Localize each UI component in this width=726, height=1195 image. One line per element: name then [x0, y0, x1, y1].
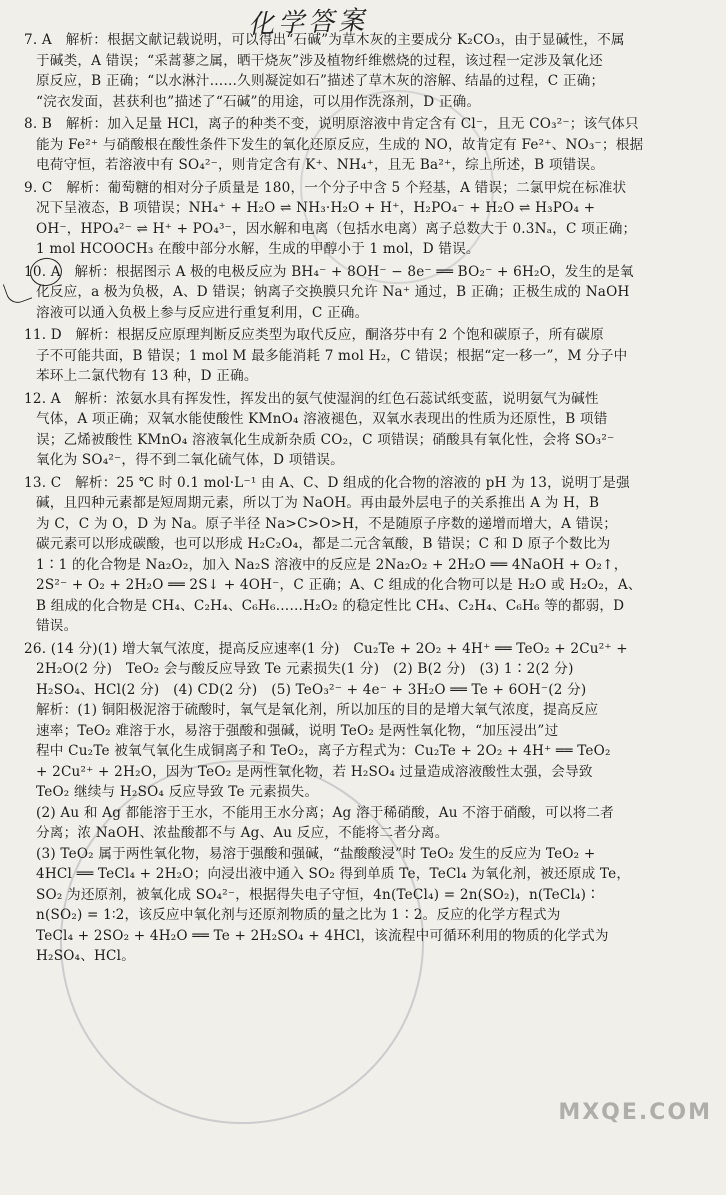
answer-line: 原反应，B 正确；“以水淋汁……久则凝淀如石”描述了草木灰的溶解、结晶的过程，C 正确； — [36, 73, 605, 89]
answer-line: 能为 Fe²⁺ 与硝酸根在酸性条件下发生的氧化还原反应，生成的 NO，故肯定有 Fe²⁺、NO₃⁻；根据 — [36, 136, 644, 153]
answer-line: + 2Cu²⁺ + 2H₂O，因为 TeO₂ 是两性氧化物，若 H₂SO₄ 过量造成溶液酸性太强，会导致 — [36, 763, 593, 780]
answer-line: 2H₂O(2 分) TeO₂ 会与酸反应导致 Te 元素损失(1 分) (2) B(2 分) (3) 1∶2(2 分) — [36, 661, 574, 677]
answer-line: 1 mol HCOOCH₃ 在酸中部分水解，生成的甲醇小于 1 mol，D 错误。 — [36, 241, 480, 257]
answer-line: TeCl₄ + 2SO₂ + 4H₂O ══ Te + 2H₂SO₄ + 4HCl，该流程中可循环利用的物质的化学式为 — [36, 927, 609, 944]
answer-item — [24, 262, 704, 324]
answer-line: 解析：(1) 铜阳极泥溶于硫酸时，氧气是氧化剂，所以加压的目的是增大氧气浓度，提高反应 — [36, 702, 599, 718]
answer-line: 误；乙烯被酸性 KMnO₄ 溶液氧化生成新杂质 CO₂，C 项错误；硝酸具有氧化性，会将 SO₃²⁻ — [36, 431, 615, 448]
answer-line: OH⁻，HPO₄²⁻ ⇌ H⁺ + PO₄³⁻，因水解和电离（包括水电离）离子总数大于 0.3Nₐ，C 项正确； — [36, 220, 637, 237]
answer-line: 26. (14 分)(1) 增大氧气浓度，提高反应速率(1 分) Cu₂Te + 2O₂ + 4H⁺ ══ TeO₂ + 2Cu²⁺ + — [24, 640, 628, 657]
answer-line: 电荷守恒，若溶液中有 SO₄²⁻，则肯定含有 K⁺、NH₄⁺，且无 Ba²⁺，综上所述，B 项错误。 — [36, 157, 605, 173]
answer-line: 化反应，a 极为负极，A、D 错误；钠离子交换膜只允许 Na⁺ 通过，B 正确；正极生成的 NaOH — [36, 284, 630, 300]
answer-item — [24, 30, 704, 112]
answer-line: 分离；浓 NaOH、浓盐酸都不与 Ag、Au 反应，不能将二者分离。 — [36, 825, 449, 841]
site-watermark: MXQE.COM — [558, 1100, 712, 1125]
answer-line: 苯环上二氯代物有 13 种，D 正确。 — [36, 368, 258, 384]
answer-line: 况下呈液态，B 项错误；NH₄⁺ + H₂O ⇌ NH₃·H₂O + H⁺，H₂PO₄⁻ + H₂O ⇌ H₃PO₄ + — [36, 200, 596, 216]
answer-line: 8. B 解析：加入足量 HCl，离子的种类不变，说明原溶液中肯定含有 Cl⁻，且无 CO₃²⁻；该气体只 — [24, 116, 639, 132]
answer-line: 10. A 解析：根据图示 A 极的电极反应为 BH₄⁻ + 8OH⁻ − 8e⁻ ══ BO₂⁻ + 6H₂O，发生的是氧 — [24, 263, 634, 280]
answer-item — [24, 639, 704, 967]
answer-content — [24, 30, 704, 969]
answer-line: TeO₂ 继续与 H₂SO₄ 反应导致 Te 元素损失。 — [36, 784, 319, 800]
answer-line: 碳元素可以形成碳酸，也可以形成 H₂C₂O₄，都是二元含氧酸，B 错误；C 和 D 原子个数比为 — [36, 536, 611, 552]
handwritten-title: 化学答案 — [247, 5, 369, 41]
answer-item — [24, 114, 704, 176]
answer-line: 氧化为 SO₄²⁻，得不到二氧化硫气体，D 项错误。 — [36, 452, 344, 468]
answer-line: 气体，A 项正确；双氧水能使酸性 KMnO₄ 溶液褪色，双氧水表现出的性质为还原性，B 项错 — [36, 411, 608, 427]
answer-line: (3) TeO₂ 属于两性氧化物，易溶于强酸和强碱，“盐酸酸浸”时 TeO₂ 发生的反应为 TeO₂ + — [36, 845, 596, 862]
answer-line: H₂SO₄、HCl(2 分) (4) CD(2 分) (5) TeO₃²⁻ + 4e⁻ + 3H₂O ══ Te + 6OH⁻(2 分) — [36, 681, 587, 698]
answer-line: H₂SO₄、HCl。 — [36, 948, 136, 964]
answer-item — [24, 325, 704, 387]
answer-line: n(SO₂) = 1∶2，该反应中氧化剂与还原剂物质的量之比为 1∶2。反应的化学方程式为 — [36, 907, 561, 923]
answer-line: 4HCl ══ TeCl₄ + 2H₂O；向浸出液中通入 SO₂ 得到单质 Te，TeCl₄ 为氧化剂，被还原成 Te， — [36, 866, 631, 882]
answer-item — [24, 178, 704, 260]
answer-line: 2S²⁻ + O₂ + 2H₂O ══ 2S↓ + 4OH⁻，C 正确；A、C 组成的化合物可以是 H₂O 或 H₂O₂，A、 — [36, 577, 642, 593]
answer-line: 为 C，C 为 O，D 为 Na。原子半径 Na>C>O>H，不是随原子序数的递增而增大，A 错误； — [36, 515, 618, 532]
answer-item — [24, 473, 704, 637]
answer-line: 13. C 解析：25 ℃ 时 0.1 mol·L⁻¹ 由 A、C、D 组成的化合物的溶液的 pH 为 13，说明丁是强 — [24, 474, 630, 491]
answer-line: 11. D 解析：根据反应原理判断反应类型为取代反应，酮洛芬中有 2 个饱和碳原子，所有碳原 — [24, 327, 604, 343]
answer-line: 于碱类，A 错误；“采蒿蓼之属，晒干烧灰”涉及植物纤维燃烧的过程，该过程一定涉及氧化还 — [36, 52, 603, 69]
answer-line: SO₂ 为还原剂，被氧化成 SO₄²⁻，根据得失电子守恒，4n(TeCl₄) = 2n(SO₂)，n(TeCl₄)∶ — [36, 886, 600, 903]
answer-line: 溶液可以通入负极上参与反应进行重复利用，C 正确。 — [36, 304, 369, 321]
answer-line: 7. A 解析：根据文献记载说明，可以得出“石碱”为草木灰的主要成分 K₂CO₃，由于显碱性，不属 — [24, 32, 625, 48]
answer-line: 1∶1 的化合物是 Na₂O₂，加入 Na₂S 溶液中的反应是 2Na₂O₂ + 2H₂O ══ 4NaOH + O₂↑， — [36, 556, 628, 573]
answer-line: (2) Au 和 Ag 都能溶于王水，不能用王水分离；Ag 溶于稀硝酸，Au 不溶于硝酸，可以将二者 — [36, 804, 614, 821]
answer-line: 12. A 解析：浓氨水具有挥发性，挥发出的氨气使湿润的红色石蕊试纸变蓝，说明氨气为碱性 — [24, 390, 599, 407]
answer-line: “浣衣发面，甚获利也”描述了“石碱”的用途，可以用作洗涤剂，D 正确。 — [36, 93, 481, 110]
answer-line: B 组成的化合物是 CH₄、C₂H₄、C₆H₆……H₂O₂ 的稳定性比 CH₄、C₂H₄、C₆H₆ 等的都弱，D — [36, 597, 625, 614]
answer-item — [24, 389, 704, 471]
answer-line: 9. C 解析：葡萄糖的相对分子质量是 180，一个分子中含 5 个羟基，A 错误；二氯甲烷在标准状 — [24, 179, 627, 196]
answer-line: 错误。 — [36, 618, 78, 634]
answer-line: 子不可能共面，B 错误；1 mol M 最多能消耗 7 mol H₂，C 错误；根据“定一移一”，M 分子中 — [36, 347, 628, 364]
answer-line: 速率；TeO₂ 难溶于水，易溶于强酸和强碱，说明 TeO₂ 是两性氧化物，“加压浸出”过 — [36, 722, 559, 739]
answer-line: 碱，且四种元素都是短周期元素，所以丁为 NaOH。再由最外层电子的关系推出 A 为 H，B — [36, 495, 600, 511]
answer-line: 程中 Cu₂Te 被氧气氧化生成铜离子和 TeO₂，离子方程式为：Cu₂Te + 2O₂ + 4H⁺ ══ TeO₂ — [36, 743, 611, 759]
